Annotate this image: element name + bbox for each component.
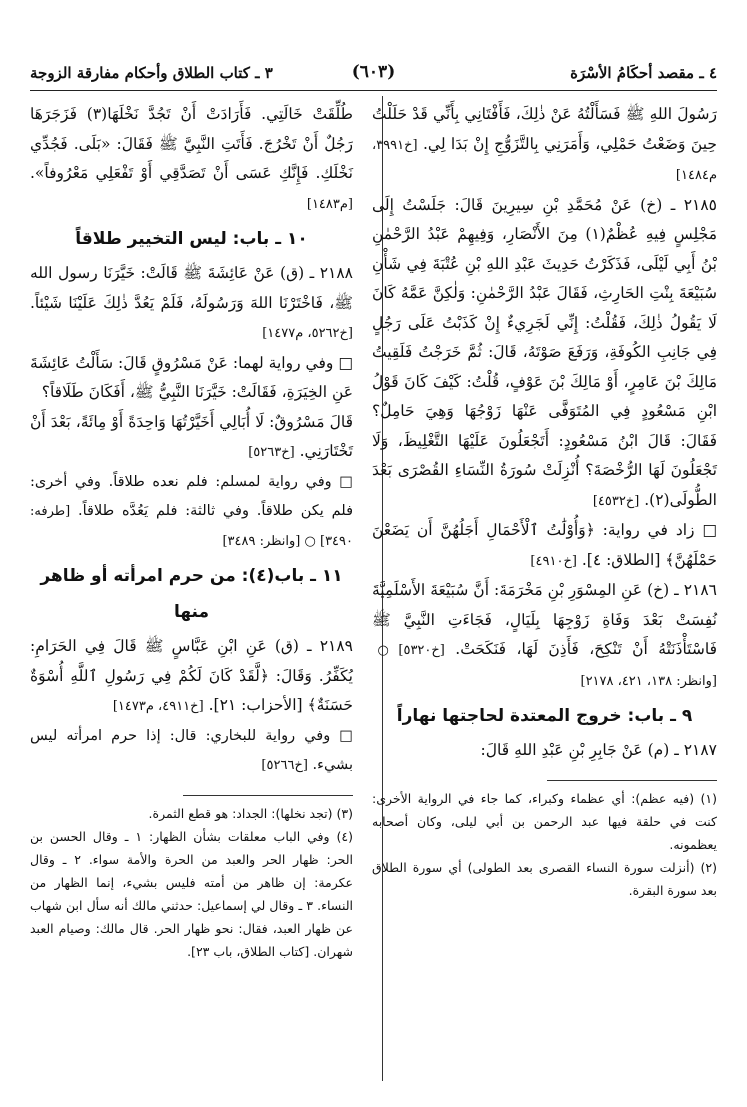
hadith-reference: [خ٥٢٦٦] [261, 758, 308, 773]
footnote-separator [547, 780, 717, 781]
page-header [30, 62, 717, 91]
chapter-heading-10: ١٠ ـ باب: ليس التخيير طلاقاً [75, 229, 308, 249]
hadith-text: □ وفي رواية للبخاري: قال: إذا حرم امرأته ليس بشيء. [30, 727, 353, 773]
hadith-text: ٢١٨٦ ـ (خ) عَنِ المِسْوَرِ بْنِ مَخْرَمَةَ: أَنَّ سُبَيْعَةَ الأَسْلَمِيَّةَ نُفِسَتْ بَعْدَ وَفَاةِ زَوْجِهَا بِلَيَالٍ، فَجَاءَتِ النَّبِيَّ ﷺ فَاسْتَأْذَنَتْهُ أَنْ تَنْكِحَ، فَأَذِنَ لَهَا، فَنَكَحَتْ. [372, 581, 717, 658]
hadith-2185 [372, 191, 717, 517]
hadith-2187: ٢١٨٧ ـ (م) عَنْ جَابِرِ بْنِ عَبْدِ اللهِ قَالَ: [480, 741, 717, 759]
hadith-reference: [م١٤٨٣] [306, 196, 353, 212]
hadith-reference: [خ٤٩١٠] [530, 553, 577, 569]
hadith-text: قَالَ مَسْرُوقٌ: لَا أُبَالِي أَخَيَّرْتُهَا وَاحِدَةً أَوْ مِائَةً، بَعْدَ أَنْ تَخْتَارَنِي. [30, 412, 353, 460]
hadith-reference: [طرفه: ٣٤٩٠] ○ [وانظر: ٣٤٨٩] [30, 504, 353, 549]
hadith-masruq [30, 408, 353, 468]
page-number: (٦٠٣) [351, 62, 396, 82]
hadith-text: ٢١٨٨ ـ (ق) عَنْ عَائِشَةَ ﷺ قَالَتْ: خَيَّرَنَا رسول الله ﷺ، فَاخْتَرْنَا اللهَ وَرَسُولَهُ، فَلَمْ يَعُدَّ ذٰلِكَ عَلَيْنَا شَيْئاً. [30, 264, 353, 312]
hadith-variant-bukhari [30, 722, 353, 781]
hadith-2188 [30, 259, 353, 349]
right-column [372, 100, 717, 902]
chapter-heading-11: ١١ ـ باب(٤): من حرم امرأته أو ظاهر منها [40, 566, 343, 622]
hadith-text: □ زاد في رواية: ﴿وَأُوْلَٰتُ ٱلْأَحْمَالِ أَجَلُهُنَّ أَن يَضَعْنَ حَمْلَهُنَّ﴾ [الطلاق: ٤]. [372, 521, 717, 569]
footnote-3: (٣) (تجد نخلها): الجداد: هو قطع الثمرة. [148, 805, 353, 821]
hadith-reference: [خ٤٩١١، م١٤٧٣] [112, 699, 204, 714]
footnote-separator [183, 795, 353, 796]
hadith-reference: [خ٥٢٦٣] [248, 445, 295, 460]
hadith-continuation [372, 100, 717, 191]
hadith-continuation [30, 100, 353, 219]
footnote-2: (٢) (أنزلت سورة النساء القصرى بعد الطولى) أي سورة الطلاق بعد سورة البقرة. [372, 859, 717, 898]
hadith-text: طُلِّقَتْ خَالَتِي. فَأَرَادَتْ أَنْ تَجُدَّ نَخْلَهَا(٣) فَزَجَرَهَا رَجُلٌ أَنْ تَخْرُجَ. فَأَتَتِ النَّبِيَّ ﷺ فَقَالَ: «بَلَى. فَجُدِّي نَخْلَكِ. فَإِنَّكِ عَسَى أَنْ تَصَدَّقِي أَوْ تَفْعَلِي مَعْرُوفاً». [30, 105, 353, 182]
hadith-2189 [30, 632, 353, 722]
hadith-2186 [372, 576, 717, 696]
hadith-reference: [خ٥٣٢٠] ○ [وانظر: ١٣٨، ٤٢١، ٢١٧٨] [372, 643, 717, 689]
hadith-reference: [خ٥٢٦٢، م١٤٧٧] [262, 326, 353, 341]
header-chapter-title: ٣ ـ كتاب الطلاق وأحكام مفارقة الزوجة [30, 64, 273, 82]
header-part-title: ٤ ـ مقصد أحكَامُ الأسْرَة [570, 64, 717, 82]
hadith-text: ٢١٨٥ ـ (خ) عَنْ مُحَمَّدِ بْنِ سِيرِينَ قَالَ: جَلَسْتُ إِلَى مَجْلِسٍ فِيهِ عُظْمٌ(١) مِنَ الأَنْصَارِ، وَفِيهِمْ عَبْدُ الرَّحْمٰنِ بْنُ أَبِي لَيْلَى، فَذَكَرْتُ حَدِيثَ عَبْدِ اللهِ بْنِ عُتْبَةَ فِي شَأْنِ سُبَيْعَةَ بِنْتِ الحَارِثِ، فَقَالَ عَبْدُ الرَّحْمٰنِ: وَلٰكِنَّ عَمَّهُ كَانَ لَا يَقُولُ ذٰلِكَ، فَقُلْتُ: إِنِّي لَجَرِيءٌ إِنْ كَذَبْتُ عَلَى رَجُلٍ فِي جَانِبِ الكُوفَةِ، وَرَفَعَ صَوْتَهُ، قَالَ: ثُمَّ خَرَجْتُ فَلَقِيتُ مَالِكَ بْنَ عَامِرٍ، أَوْ مَالِكَ بْنَ عَوْفٍ، قُلْتُ: كَيْفَ كَانَ قَوْلُ ابْنِ مَسْعُودٍ فِي المُتَوَفَّى عَنْهَا زَوْجُهَا وَهِيَ حَامِلٌ؟ فَقَالَ: قَالَ ابْنُ مَسْعُودٍ: أَتَجْعَلُونَ عَلَيْهَا التَّغْلِيظَ، وَلَا تَجْعَلُونَ لَهَا الرُّخْصَةَ؟ أُنْزِلَتْ سُورَةُ النِّسَاءِ القُصْرَى بَعْدَ الطُّولَى(٢). [372, 195, 717, 509]
chapter-heading-9: ٩ ـ باب: خروج المعتدة لحاجتها نهاراً [396, 706, 693, 726]
hadith-variant: □ وفي رواية لهما: عَنْ مَسْرُوقٍ قَالَ: سَأَلْتُ عَائِشَةَ عَنِ الخِيَرَةِ، فَقَالَتْ: خَيَّرَنَا النَّبِيُّ ﷺ، أَفَكَانَ طَلَاقاً؟ [30, 353, 353, 401]
footnote-1: (١) (فيه عظم): أي عظماء وكبراء، كما جاء في الرواية الأخرى: كنت في حلقة فيها عبد الرحمن بن أبي ليلى، وكان أصحابه يعظمونه. [372, 790, 717, 852]
hadith-variant-muslim [30, 468, 353, 557]
hadith-text: □ وفي رواية لمسلم: فلم نعده طلاقاً. وفي أخرى: فلم يكن طلاقاً. وفي ثالثة: فلم يَعُدَّه طلاقاً. [30, 473, 354, 519]
footnote-4: (٤) وفي الباب معلقات بشأن الظهار: ١ ـ وقال الحسن بن الحر: ظهار الحر والعبد من الحرة والأمة سواء. ٢ ـ وقال عكرمة: إن ظاهر من أمته فليس بشيء، إنما الظهار من النساء. ٣ ـ وقال لي إسماعيل: حدثني مالك أنه سأل ابن شهاب عن ظهار العبد، فقال: نحو ظهار الحر. قال مالك: وصيام العبد شهران. [كتاب الطلاق، باب ٢٣]. [30, 828, 353, 959]
hadith-text: رَسُولَ اللهِ ﷺ فَسَأَلْتُهُ عَنْ ذٰلِكَ، فَأَفْتَانِي بِأَنِّي قَدْ حَلَلْتُ حِينَ وَضَعْتُ حَمْلِي، وَأَمَرَنِي بِالتَّزَوُّجِ إِنْ بَدَا لِي. [372, 105, 717, 153]
left-column [30, 100, 353, 963]
hadith-variant [372, 516, 717, 576]
hadith-reference: [خ٤٥٣٢] [592, 493, 640, 509]
hadith-text: ٢١٨٩ ـ (ق) عَنِ ابْنِ عَبَّاسٍ ﷺ قَالَ فِي الحَرَامِ: يُكَفِّرُ. وَقَالَ: ﴿لَّقَدْ كَانَ لَكُمْ فِي رَسُولِ ٱللَّهِ أُسْوَةٌ حَسَنَةٌ﴾ [الأحزاب: ٢١]. [30, 637, 353, 714]
hadith-reference: [خ٣٩٩١، م١٤٨٤] [372, 137, 717, 183]
